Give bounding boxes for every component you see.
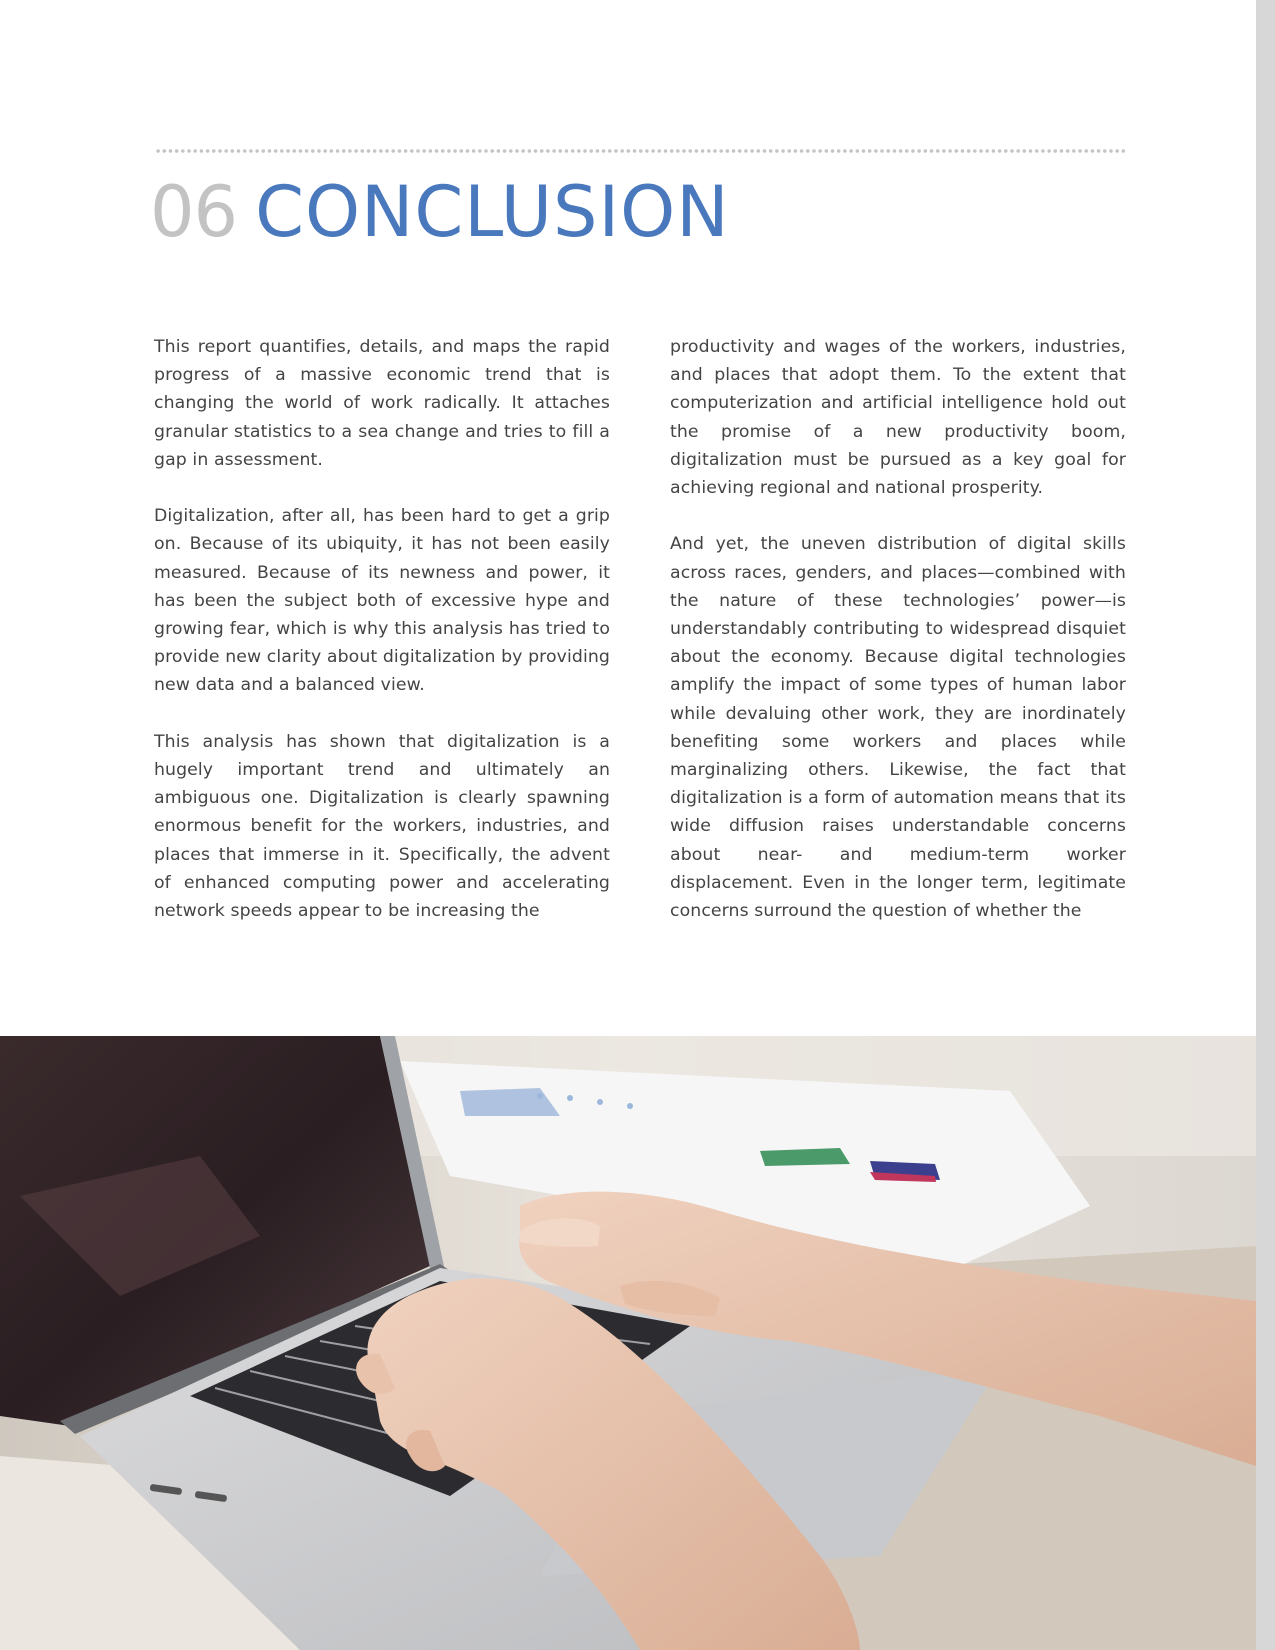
paragraph: This analysis has shown that digitalization is a hugely important trend and ultimately an ambiguous one. Digitalization is clearly spawning enormous benefit for the workers, industries, and places that immerse in it. Specifically, the advent of enhanced computing power and accelerating network speeds appear to be increasing the (154, 731, 610, 922)
paragraph: Digitalization, after all, has been hard to get a grip on. Because of its ubiquity, it has not been easily measured. Because of its newness and power, it has been the subject both of excessive hype and growing fear, which is why this analysis has tried to provide new clarity about digitalization by providing new data and a balanced view. (154, 506, 610, 696)
paragraph: And yet, the uneven distribution of digital skills across races, genders, and places—combined with the nature of these technologies’ power—is understandably contributing to widespread disquiet about the economy. Because digital technologies amplify the impact of some types of human labor while devaluing other work, they are inordinately benefiting some workers and places while marginalizing others. Likewise, the fact that digitalization is a form of automation means that its wide diffusion raises understandable concerns about near- and medium-term worker displacement. Even in the longer term, legitimate concerns surround the question of whether the (670, 534, 1126, 922)
paragraph: productivity and wages of the workers, industries, and places that adopt them. To the extent that computerization and artificial intelligence hold out the promise of a new productivity boom, digitalization must be pursued as a key goal for achieving regional and national prosperity. (670, 337, 1126, 499)
text-column-right (670, 333, 1126, 953)
page-edge-bar (1256, 0, 1275, 1650)
laptop-typing-photo (0, 1036, 1256, 1650)
paragraph: This report quantifies, details, and maps the rapid progress of a massive economic trend that is changing the world of work radically. It attaches granular statistics to a sea change and tries to fill a gap in assessment. (154, 337, 610, 470)
text-column-left (154, 333, 610, 953)
section-title: CONCLUSION (255, 171, 730, 253)
section-heading (150, 166, 730, 258)
dotted-divider (155, 148, 1127, 154)
section-number: 06 (150, 171, 238, 253)
